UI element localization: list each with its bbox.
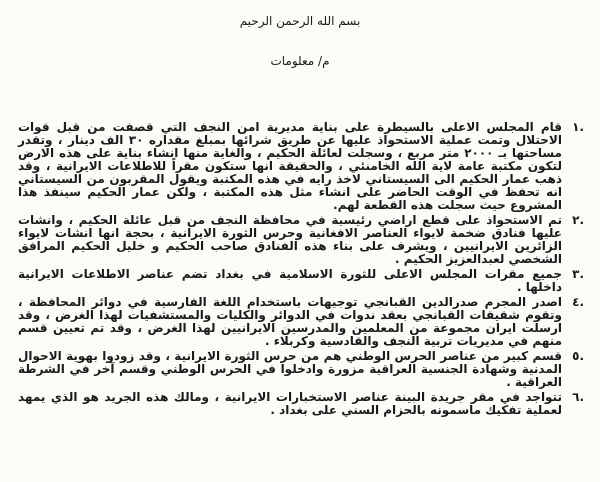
list-item (18, 268, 584, 294)
item-number: ٢. (572, 213, 584, 227)
item-number: ٣. (572, 267, 584, 281)
item-text: تتواجد في مقر جريدة البينة عناصر الاستخبارات الايرانية ، ومالك هذه الجريد هو الذي يمهد لعملية تفكيك ماسمونه بالحزام السني على بغداد . (18, 390, 562, 417)
numbered-list (18, 121, 584, 417)
basmala-heading: بسم الله الرحمن الرحيم (239, 14, 361, 28)
item-number: ١. (572, 120, 584, 134)
list-item (18, 350, 584, 389)
item-text: اصدر المجرم صدرالدين القبانجي توجيهات باستخدام اللغة الفارسية في دوائر المحافظة ، وتقوم شقيقات القبانجي بعقد ندوات في الدوائر والكليات والمستشفيات لهذا الغرض ، وقد ارسلت ايران مجموعة من المعلمين والمدرسين الايرانيين لهذا الغرض ، وقد تم تعيين قسم منهم في مديريات تربية النجف والقادسية وكربلاء . (18, 295, 562, 348)
item-text: جميع مقرات المجلس الاعلى للثورة الاسلامية في بغداد تضم عناصر الاطلاعات الايرانية داخلها . (18, 267, 562, 294)
list-item (18, 296, 584, 348)
subject-line: م/ معلومات (270, 54, 330, 68)
list-item (18, 121, 584, 212)
item-number: ٤. (572, 295, 584, 309)
list-item (18, 214, 584, 266)
item-number: ٦. (572, 390, 584, 404)
item-text: قام المجلس الاعلى بالسيطرة على بناية مديرية امن النجف التي قصفت من قبل قوات الاحتلال وتمت عملية الاستحواذ عليها عن طريق شرائها بمبلغ مقداره ٣٠ الف دينار ، وتقدر مساحتها بـ ٢٠٠٠ متر مربع ، وسجلت لعائلة الحكيم ، والغاية منها انشاء بناية على هذه الارض لتكون مكتبة عامة لاية الله الخامنئي ، والحقيقة انها ستكون مقراً للاطلاعات الايرانية ، وقد ذهب عمار الحكيم الى السيستاني لاخذ رايه في هذه المكتبة ويقول المقربون من السيستاني انه تحفظ في الوقت الحاضر على انشاء مثل هذه المكتبة ، ولكن عمار الحكيم سينفذ هذا المشروع حيث سجلت هذه القطعة لهم. (18, 120, 562, 212)
item-text: قسم كبير من عناصر الحرس الوطني هم من حرس الثورة الايرانية ، وقد زودوا بهوية الاحوال المدنية وشهادة الجنسية العراقية مزورة وادخلوا في الحرس الوطني وقسم آخر في الشرطة العراقية . (18, 349, 562, 389)
list-item (18, 391, 584, 417)
item-text: تم الاستحواذ على قطع اراضي رئيسية في محافظة النجف من قبل عائلة الحكيم ، وانشات عليها فنادق ضخمة لايواء العناصر الافغانية وحرس الثورة الايرانية ، بحجة انها انشات لايواء الزائرين الايرانيين ، ويشرف على بناء هذه الفنادق صاحب الحكيم و خليل الحكيم المرافق الشخصي لعبدالعزيز الحكيم . (18, 213, 562, 266)
item-number: ٥. (572, 349, 584, 363)
